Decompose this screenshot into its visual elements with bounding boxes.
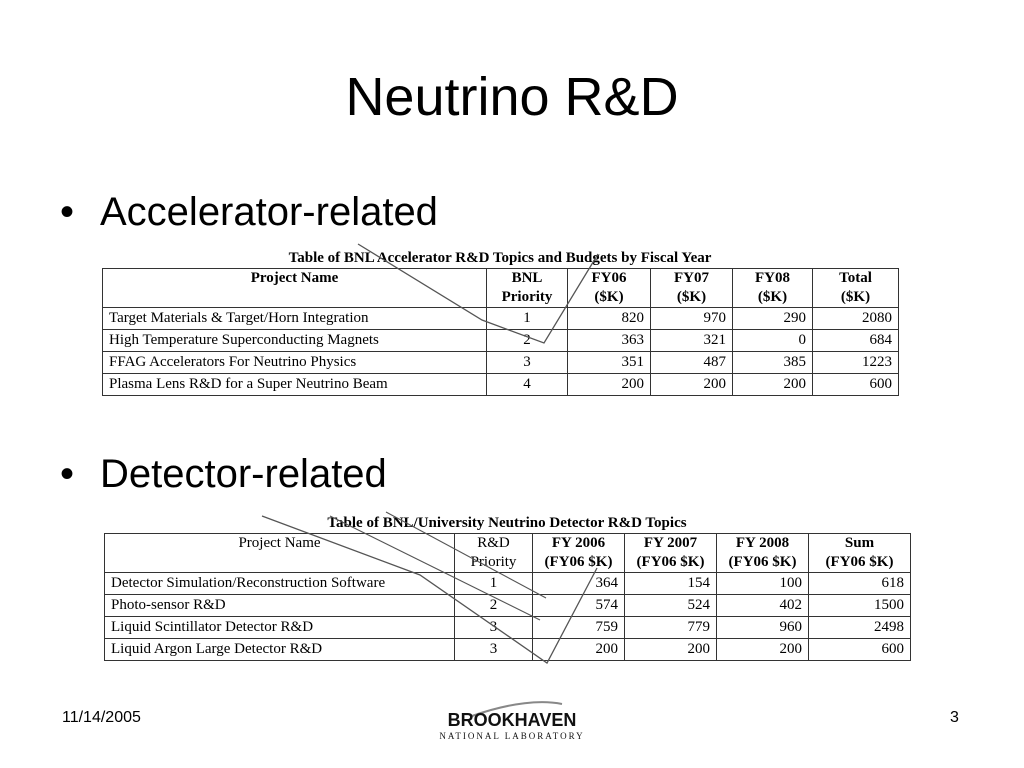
budget-cell: 779	[625, 617, 717, 639]
table-row	[105, 639, 911, 661]
column-header	[733, 269, 813, 308]
budget-cell: 363	[568, 330, 651, 352]
budget-cell: 200	[625, 639, 717, 661]
priority-cell: 1	[455, 573, 533, 595]
budget-cell: 960	[717, 617, 809, 639]
project-name-cell: Plasma Lens R&D for a Super Neutrino Beam	[103, 374, 487, 396]
logo-name: BROOKHAVEN	[447, 710, 577, 730]
table-row	[103, 308, 899, 330]
priority-cell: 2	[455, 595, 533, 617]
column-header-line: Total	[839, 270, 872, 286]
column-header-line: FY06	[591, 270, 627, 286]
table-row	[105, 573, 911, 595]
priority-cell: 3	[455, 639, 533, 661]
detector-rd-table	[104, 533, 911, 661]
column-header-line: Priority	[470, 554, 517, 570]
budget-cell: 600	[809, 639, 911, 661]
priority-cell: 2	[487, 330, 568, 352]
budget-cell: 2498	[809, 617, 911, 639]
column-header-line: (FY06 $K)	[544, 554, 613, 570]
column-header-line: Project Name	[250, 270, 339, 286]
column-header	[651, 269, 733, 308]
budget-cell: 154	[625, 573, 717, 595]
budget-cell: 970	[651, 308, 733, 330]
budget-cell: 1223	[813, 352, 899, 374]
table-row	[105, 617, 911, 639]
bullet-accelerator	[60, 188, 438, 236]
bullet-text: Accelerator-related	[100, 190, 438, 234]
table-row	[103, 352, 899, 374]
budget-cell: 618	[809, 573, 911, 595]
bullet-symbol: •	[60, 190, 75, 234]
budget-cell: 0	[733, 330, 813, 352]
budget-cell: 820	[568, 308, 651, 330]
table-header-row	[105, 534, 911, 573]
column-header-line: (FY06 $K)	[825, 554, 894, 570]
budget-cell: 524	[625, 595, 717, 617]
table-caption: Table of BNL Accelerator R&D Topics and Budgets by Fiscal Year	[288, 250, 712, 266]
budget-cell: 321	[651, 330, 733, 352]
column-header-line: FY 2008	[735, 535, 790, 551]
column-header-line: FY 2006	[551, 535, 606, 551]
column-header-line: FY07	[674, 270, 709, 286]
budget-cell: 2080	[813, 308, 899, 330]
budget-cell: 684	[813, 330, 899, 352]
column-header-line: BNL	[511, 270, 543, 286]
column-header-line: R&D	[477, 535, 510, 551]
table-row	[103, 374, 899, 396]
project-name-cell: FFAG Accelerators For Neutrino Physics	[103, 352, 487, 374]
budget-cell: 200	[733, 374, 813, 396]
column-header-line: FY08	[755, 270, 790, 286]
project-name-cell: Photo-sensor R&D	[105, 595, 455, 617]
column-header	[455, 534, 533, 573]
logo-subtitle: NATIONAL LABORATORY	[439, 731, 585, 741]
footer-date: 11/14/2005	[62, 709, 141, 726]
page-number: 3	[950, 709, 959, 726]
column-header	[103, 269, 487, 308]
budget-cell: 200	[717, 639, 809, 661]
priority-cell: 3	[455, 617, 533, 639]
column-header	[813, 269, 899, 308]
budget-cell: 364	[533, 573, 625, 595]
budget-cell: 574	[533, 595, 625, 617]
column-header	[809, 534, 911, 573]
budget-cell: 1500	[809, 595, 911, 617]
priority-cell: 1	[487, 308, 568, 330]
column-header	[533, 534, 625, 573]
bullet-symbol: •	[60, 452, 75, 496]
column-header-line	[109, 288, 480, 307]
table-caption: Table of BNL/University Neutrino Detector R&D Topics	[327, 515, 687, 531]
budget-cell: 200	[568, 374, 651, 396]
column-header-line: Priority	[501, 289, 553, 305]
budget-cell: 200	[651, 374, 733, 396]
column-header-line	[111, 553, 448, 572]
column-header-line: ($K)	[676, 289, 707, 305]
column-header-line: FY 2007	[643, 535, 698, 551]
column-header	[717, 534, 809, 573]
column-header-line: ($K)	[757, 289, 788, 305]
column-header-line: (FY06 $K)	[636, 554, 705, 570]
column-header-line: ($K)	[594, 289, 624, 305]
table-row	[105, 595, 911, 617]
project-name-cell: High Temperature Superconducting Magnets	[103, 330, 487, 352]
detector-table-block	[104, 513, 910, 661]
budget-cell: 487	[651, 352, 733, 374]
column-header-line: Project Name	[238, 535, 321, 551]
accelerator-table-block	[102, 248, 898, 396]
column-header	[105, 534, 455, 573]
project-name-cell: Target Materials & Target/Horn Integration	[103, 308, 487, 330]
column-header	[625, 534, 717, 573]
brookhaven-logo	[432, 700, 602, 748]
priority-cell: 3	[487, 352, 568, 374]
budget-cell: 385	[733, 352, 813, 374]
table-header-row	[103, 269, 899, 308]
slide-title: Neutrino R&D	[345, 67, 679, 127]
budget-cell: 200	[533, 639, 625, 661]
column-header-line: Sum	[844, 535, 875, 551]
column-header	[568, 269, 651, 308]
budget-cell: 351	[568, 352, 651, 374]
budget-cell: 600	[813, 374, 899, 396]
column-header-line: ($K)	[840, 289, 871, 305]
table-row	[103, 330, 899, 352]
bullet-detector	[60, 450, 387, 498]
budget-cell: 402	[717, 595, 809, 617]
column-header-line: (FY06 $K)	[728, 554, 797, 570]
bullet-text: Detector-related	[100, 452, 387, 496]
budget-cell: 100	[717, 573, 809, 595]
budget-cell: 759	[533, 617, 625, 639]
project-name-cell: Liquid Scintillator Detector R&D	[105, 617, 455, 639]
project-name-cell: Liquid Argon Large Detector R&D	[105, 639, 455, 661]
project-name-cell: Detector Simulation/Reconstruction Software	[105, 573, 455, 595]
accelerator-budget-table	[102, 268, 899, 396]
column-header	[487, 269, 568, 308]
priority-cell: 4	[487, 374, 568, 396]
budget-cell: 290	[733, 308, 813, 330]
